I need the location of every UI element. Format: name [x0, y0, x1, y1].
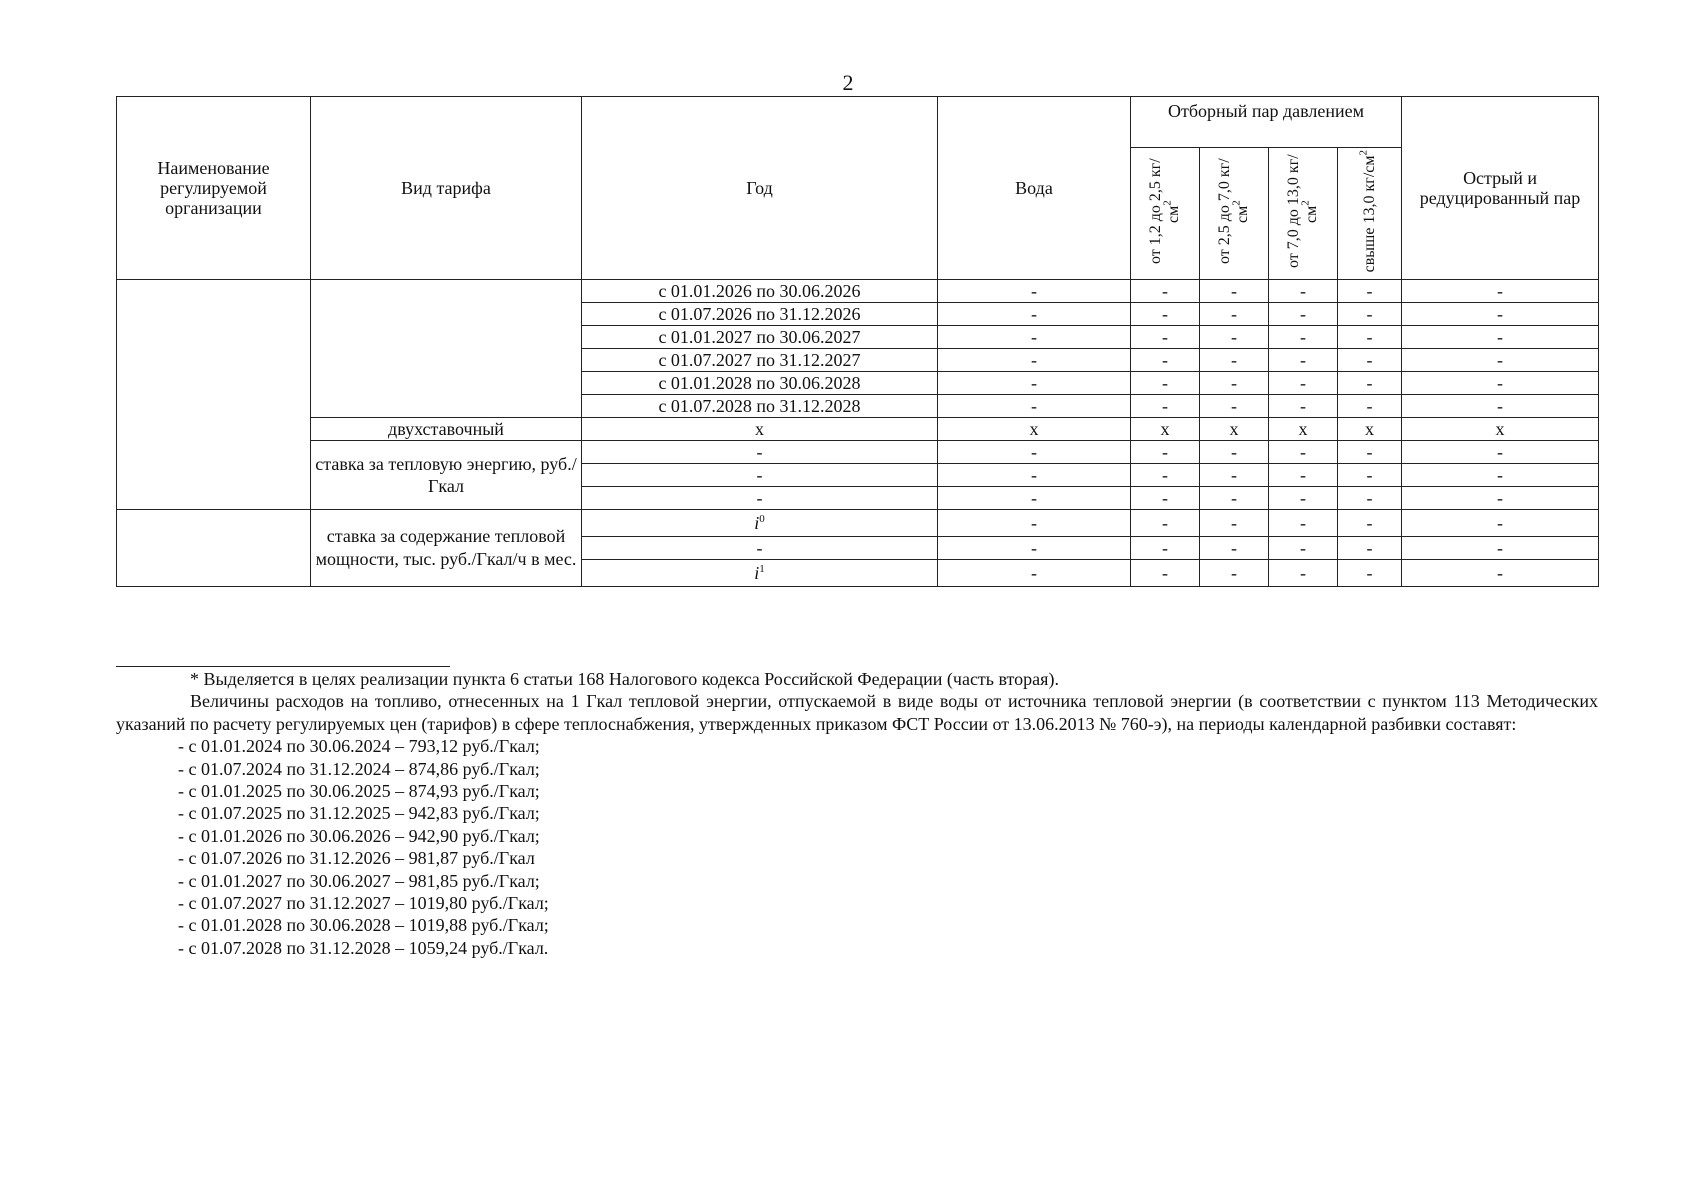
- table-cell: -: [938, 303, 1131, 326]
- table-cell: -: [1338, 303, 1402, 326]
- table-cell: -: [1338, 326, 1402, 349]
- table-cell: -: [1200, 537, 1269, 560]
- table-cell: -: [1200, 560, 1269, 587]
- table-cell: -: [1200, 395, 1269, 418]
- index-superscript: 1: [759, 563, 765, 575]
- header-pressure-4: свыше 13,0 $кг/см^2$: [1338, 148, 1402, 280]
- list-item: - с 01.07.2027 по 31.12.2027 – 1019,80 руб./Гкал;: [178, 893, 549, 914]
- header-sharp-steam: Острый и редуцированный пар: [1402, 97, 1599, 280]
- table-cell: -: [1269, 560, 1338, 587]
- period-cell: -: [582, 537, 938, 560]
- period-cell: с 01.07.2028 по 31.12.2028: [582, 395, 938, 418]
- list-item: - с 01.07.2025 по 31.12.2025 – 942,83 руб./Гкал;: [178, 803, 540, 824]
- table-row: [117, 418, 1599, 441]
- table-cell: -: [938, 395, 1131, 418]
- table-cell: -: [1200, 303, 1269, 326]
- table-cell: -: [938, 510, 1131, 537]
- table-cell: -: [1200, 510, 1269, 537]
- org-cell: [117, 280, 311, 510]
- table-cell: -: [1200, 349, 1269, 372]
- table-row: [117, 441, 1599, 464]
- table-cell: х: [1402, 418, 1599, 441]
- table-cell: -: [1402, 303, 1599, 326]
- header-tariff-type: Вид тарифа: [311, 97, 582, 280]
- header-year: Год: [582, 97, 938, 280]
- table-cell: -: [938, 441, 1131, 464]
- table-cell: -: [1131, 280, 1200, 303]
- period-cell: -: [582, 464, 938, 487]
- table-cell: -: [1269, 441, 1338, 464]
- table-cell: -: [1402, 560, 1599, 587]
- table-cell: -: [1131, 395, 1200, 418]
- period-cell: х: [582, 418, 938, 441]
- period-cell: -: [582, 441, 938, 464]
- table-cell: -: [1131, 487, 1200, 510]
- list-item: - с 01.01.2027 по 30.06.2027 – 981,85 руб./Гкал;: [178, 870, 540, 891]
- header-pressure-2: от 2,5 до 7,0 $кг/см^2$: [1200, 148, 1269, 280]
- period-cell: с 01.01.2027 по 30.06.2027: [582, 326, 938, 349]
- header-pressure-1: от 1,2 до 2,5 $кг/см^2$: [1131, 148, 1200, 280]
- footnotes: [116, 668, 1598, 959]
- table-cell: -: [938, 537, 1131, 560]
- table-cell: -: [1269, 280, 1338, 303]
- fuel-rates-list: [116, 735, 1598, 959]
- table-cell: -: [1338, 441, 1402, 464]
- table-cell: -: [938, 280, 1131, 303]
- energy-rate-label: ставка за тепловую энергию, руб./Гкал: [311, 441, 582, 510]
- table-cell: -: [1131, 537, 1200, 560]
- table-cell: -: [1131, 441, 1200, 464]
- org-cell-2: [117, 510, 311, 587]
- table-cell: -: [1200, 464, 1269, 487]
- table-cell: -: [1200, 326, 1269, 349]
- header-org: Наименование регулируемой организации: [117, 97, 311, 280]
- table-cell: -: [1338, 537, 1402, 560]
- table-cell: -: [1338, 395, 1402, 418]
- table-cell: -: [1200, 280, 1269, 303]
- index-symbol: i: [754, 563, 760, 583]
- table-cell: х: [1338, 418, 1402, 441]
- header-selected-steam: Отборный пар давлением: [1131, 97, 1402, 148]
- table-cell: -: [1402, 395, 1599, 418]
- list-item: - с 01.07.2024 по 31.12.2024 – 874,86 руб./Гкал;: [178, 758, 540, 779]
- table-cell: -: [938, 372, 1131, 395]
- table-cell: -: [1269, 349, 1338, 372]
- list-item: - с 01.07.2026 по 31.12.2026 – 981,87 руб./Гкал: [178, 848, 535, 869]
- table-cell: -: [1338, 464, 1402, 487]
- table-cell: -: [1402, 537, 1599, 560]
- table-cell: -: [1269, 487, 1338, 510]
- footnote-fuel-text: Величины расходов на топливо, отнесенных на 1 Гкал тепловой энергии, отпускаемой в виде воды от источника тепловой энергии (в соответствии с пунктом 113 Методических указаний по расчету регулируемых цен (тарифов) в сфере теплоснабжения, утвержденных приказом ФСТ России от 13.06.2013 № 760-э), на периоды календарной разбивки составят:: [116, 691, 1598, 734]
- footnote-star: * Выделяется в целях реализации пункта 6 статьи 168 Налогового кодекса Российской Федерации (часть вторая).: [190, 669, 1059, 689]
- header-pressure-3: от 7,0 до 13,0 $кг/см^2$: [1269, 148, 1338, 280]
- table-cell: -: [1131, 303, 1200, 326]
- table-row: [117, 510, 1599, 537]
- list-item: - с 01.07.2028 по 31.12.2028 – 1059,24 руб./Гкал.: [178, 937, 549, 958]
- table-cell: -: [1131, 560, 1200, 587]
- period-cell: с 01.01.2028 по 30.06.2028: [582, 372, 938, 395]
- table-cell: -: [938, 464, 1131, 487]
- table-cell: -: [938, 560, 1131, 587]
- table-cell: -: [1402, 349, 1599, 372]
- two-part-label: двухставочный: [311, 418, 582, 441]
- table-cell: -: [1269, 303, 1338, 326]
- table-cell: х: [1131, 418, 1200, 441]
- capacity-rate-label: ставка за содержание тепловой мощности, тыс. руб./Гкал/ч в мес.: [311, 510, 582, 587]
- table-cell: -: [1402, 441, 1599, 464]
- table-cell: -: [1338, 487, 1402, 510]
- table-cell: -: [1402, 510, 1599, 537]
- tariff-table: [116, 96, 1599, 587]
- table-cell: -: [1269, 326, 1338, 349]
- table-cell: -: [1338, 349, 1402, 372]
- table-cell: -: [1402, 326, 1599, 349]
- table-cell: х: [938, 418, 1131, 441]
- table-row: [117, 280, 1599, 303]
- table-cell: -: [1338, 560, 1402, 587]
- list-item: - с 01.01.2024 по 30.06.2024 – 793,12 руб./Гкал;: [178, 736, 540, 757]
- table-cell: -: [1402, 487, 1599, 510]
- table-cell: -: [1269, 372, 1338, 395]
- list-item: - с 01.01.2025 по 30.06.2025 – 874,93 руб./Гкал;: [178, 781, 540, 802]
- table-cell: х: [1200, 418, 1269, 441]
- index-superscript: 0: [759, 513, 765, 525]
- period-cell: с 01.07.2027 по 31.12.2027: [582, 349, 938, 372]
- table-cell: -: [1402, 372, 1599, 395]
- table-cell: -: [938, 349, 1131, 372]
- footnote-separator: [116, 666, 450, 667]
- table-cell: -: [1200, 487, 1269, 510]
- table-cell: -: [1402, 280, 1599, 303]
- table-cell: -: [1131, 464, 1200, 487]
- table-cell: -: [1269, 537, 1338, 560]
- table-cell: -: [1131, 510, 1200, 537]
- table-cell: -: [1131, 372, 1200, 395]
- table-cell: -: [1338, 280, 1402, 303]
- table-cell: -: [1402, 464, 1599, 487]
- period-cell: с 01.01.2026 по 30.06.2026: [582, 280, 938, 303]
- list-item: - с 01.01.2026 по 30.06.2026 – 942,90 руб./Гкал;: [178, 825, 540, 846]
- table-cell: -: [1269, 510, 1338, 537]
- list-item: - с 01.01.2028 по 30.06.2028 – 1019,88 руб./Гкал;: [178, 915, 549, 936]
- period-cell: -: [582, 487, 938, 510]
- page-number: 2: [842, 70, 854, 95]
- table-cell: х: [1269, 418, 1338, 441]
- period-cell: [582, 510, 938, 537]
- table-cell: -: [1338, 510, 1402, 537]
- header-water: Вода: [938, 97, 1131, 280]
- table-cell: -: [1131, 326, 1200, 349]
- table-cell: -: [938, 487, 1131, 510]
- table-cell: -: [1200, 372, 1269, 395]
- period-cell: с 01.07.2026 по 31.12.2026: [582, 303, 938, 326]
- header-row-1: [117, 97, 1599, 148]
- table-cell: -: [1200, 441, 1269, 464]
- period-cell: [582, 560, 938, 587]
- table-cell: -: [1269, 395, 1338, 418]
- table-cell: -: [1131, 349, 1200, 372]
- index-symbol: i: [754, 513, 760, 533]
- table-cell: -: [1269, 464, 1338, 487]
- tariff-type-cell: [311, 280, 582, 418]
- table-cell: -: [938, 326, 1131, 349]
- table-cell: -: [1338, 372, 1402, 395]
